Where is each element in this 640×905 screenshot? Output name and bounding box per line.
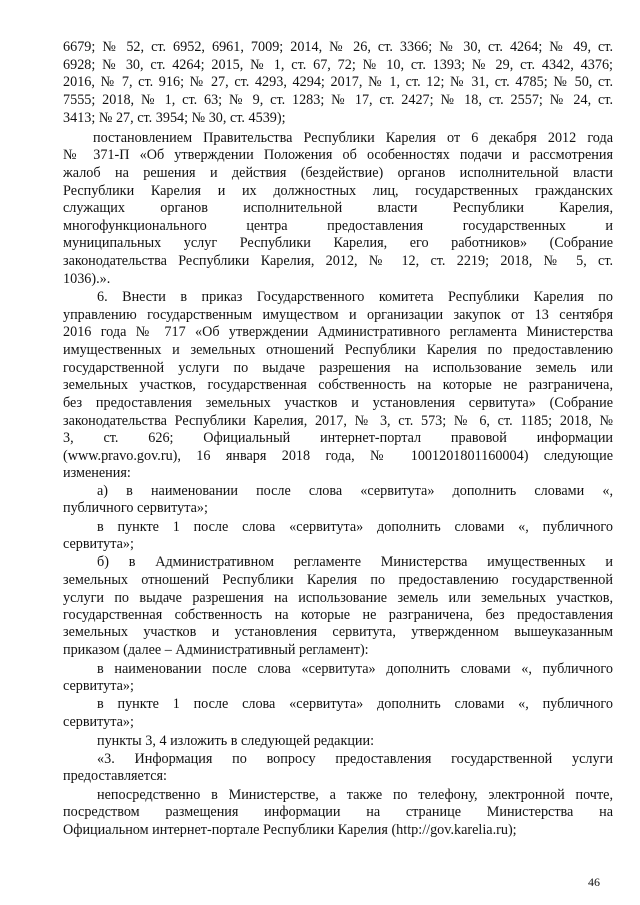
- text-line: посредством размещения информации на странице Министерства на: [63, 804, 613, 821]
- text-line: пункты 3, 4 изложить в следующей редакции:: [97, 733, 375, 750]
- text-line: приказом (далее – Административный регламент):: [63, 641, 369, 658]
- text-line: Республики Карелия и их должностных лиц, государственных гражданских: [63, 182, 613, 199]
- text-line: 3, ст. 626; Официальный интернет-портал правовой информации: [63, 429, 613, 446]
- text-line: 6928; № 30, ст. 4264; 2015, № 1, ст. 67, 72; № 10, ст. 1393; № 29, ст. 4342, 4376;: [63, 56, 613, 73]
- text-line: сервитута»;: [63, 677, 134, 694]
- text-line: законодательства Республики Карелия, 2017, № 3, ст. 573; № 6, ст. 1185; 2018, №: [63, 412, 613, 429]
- text-line: 1036).».: [63, 270, 111, 287]
- text-line: без предоставления земельных участков и установления сервитута» (Собрание: [63, 394, 613, 411]
- text-line: 6. Внести в приказ Государственного комитета Республики Карелия по: [97, 289, 613, 306]
- text-line: б) в Административном регламенте Министерства имущественных и: [97, 554, 613, 571]
- text-line: земельных отношений Республики Карелия по предоставлению государственной: [63, 571, 613, 588]
- text-line: (www.pravo.gov.ru), 16 января 2018 года, № 1001201801160004) следующие: [63, 447, 613, 464]
- text-line: жалоб на решения и действия (бездействие) органов исполнительной власти: [63, 164, 613, 181]
- text-line: 7555; 2018, № 1, ст. 63; № 9, ст. 1283; № 17, ст. 2427; № 18, ст. 2557; № 24, ст.: [63, 92, 613, 109]
- text-line: изменения:: [63, 464, 131, 481]
- text-line: сервитута»;: [63, 713, 134, 730]
- text-line: сервитута»;: [63, 535, 134, 552]
- text-line: «3. Информация по вопросу предоставления государственной услуги: [97, 751, 613, 768]
- text-line: управлению государственным имуществом и организации закупок от 13 сентября: [63, 307, 613, 324]
- text-line: земельных участков, государственная собственность на которые не разграничена,: [63, 377, 613, 394]
- text-line: а) в наименовании после слова «сервитута» дополнить словами «,: [97, 482, 613, 499]
- text-line: услуги по выдаче разрешения на использование земель или земельных участков,: [63, 589, 613, 606]
- text-line: в пункте 1 после слова «сервитута» дополнить словами «, публичного: [97, 696, 613, 713]
- text-line: муниципальных услуг Республики Карелия, его работников» (Собрание: [63, 234, 613, 251]
- text-line: 3413; № 27, ст. 3954; № 30, ст. 4539);: [63, 109, 286, 126]
- text-line: многофункционального центра предоставления государственных и: [63, 217, 613, 234]
- text-line: законодательства Республики Карелия, 2012, № 12, ст. 2219; 2018, № 5, ст.: [63, 252, 613, 269]
- text-line: земельных участков и установления сервитута, утвержденном вышеуказанным: [63, 623, 613, 640]
- text-line: непосредственно в Министерстве, а также по телефону, электронной почте,: [97, 786, 613, 803]
- text-line: публичного сервитута»;: [63, 499, 208, 516]
- text-line: постановлением Правительства Республики Карелия от 6 декабря 2012 года: [93, 129, 613, 146]
- page-number: 46: [588, 875, 600, 889]
- text-line: 2016, № 7, ст. 916; № 27, ст. 4293, 4294; 2017, № 1, ст. 12; № 31, ст. 4785; № 50, ст.: [63, 74, 613, 91]
- text-line: № 371-П «Об утверждении Положения об особенностях подачи и рассмотрения: [63, 147, 613, 164]
- text-line: 6679; № 52, ст. 6952, 6961, 7009; 2014, № 26, ст. 3366; № 30, ст. 4264; № 49, ст.: [63, 39, 613, 55]
- text-line: имущественных и земельных отношений Республики Карелия по предоставлению: [63, 342, 613, 359]
- text-line: предоставляется:: [63, 768, 167, 785]
- text-line: государственная собственность на которые не разграничена, без предоставления: [63, 606, 613, 623]
- text-line: в пункте 1 после слова «сервитута» дополнить словами «, публичного: [97, 518, 613, 535]
- text-line: в наименовании после слова «сервитута» дополнить словами «, публичного: [97, 660, 613, 677]
- text-line: государственной услуги по выдаче разрешения на использование земель или: [63, 359, 613, 376]
- text-line: служащих органов исполнительной власти Республики Карелия,: [63, 199, 613, 216]
- text-line: 2016 года № 717 «Об утверждении Административного регламента Министерства: [63, 324, 613, 341]
- text-line: Официальном интернет-портале Республики Карелия (http://gov.karelia.ru);: [63, 822, 517, 838]
